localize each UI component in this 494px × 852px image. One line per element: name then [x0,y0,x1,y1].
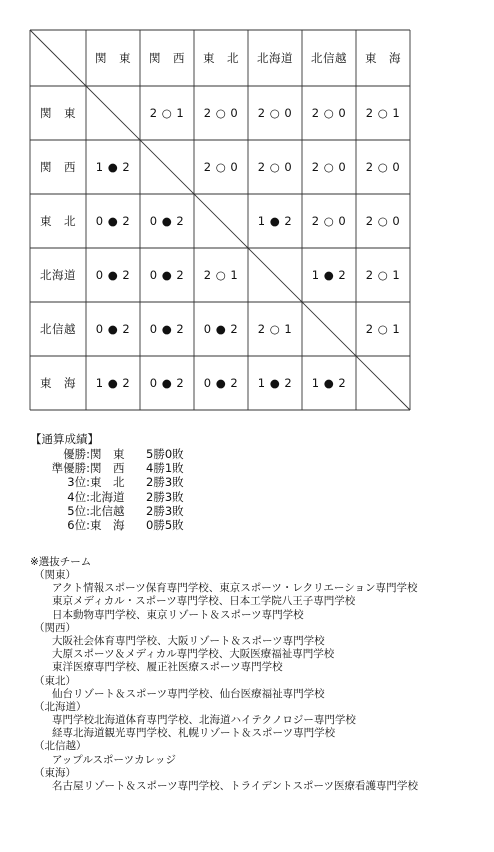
standings-rank: 6位: [67,517,90,532]
score-cell: 1 ● 2 [95,160,131,174]
score-cell: 2 ○ 0 [311,214,347,228]
region-label: （関東） [34,569,76,581]
school-line: 大原スポーツ＆メディカル専門学校、大阪医療福祉専門学校 [52,648,335,661]
standings-record: 5勝0敗 [146,447,184,461]
standings-rank: 3位: [67,475,90,490]
score-cell: 2 ○ 1 [203,268,239,282]
column-header: 東 海 [365,51,401,65]
score-cell: 0 ● 2 [203,376,239,390]
school-line: アクト情報スポーツ保育専門学校、東京スポーツ・レクリエーション専門学校 [52,582,418,595]
column-header: 東 北 [203,51,239,65]
standings-team: 関 西 [90,461,125,476]
standings-record: 4勝1敗 [146,461,184,476]
score-cell: 0 ● 2 [95,214,131,228]
standings-team: 北海道 [90,489,125,504]
school-line: 大阪社会体育専門学校、大阪リゾート＆スポーツ専門学校 [52,634,325,647]
selection-heading: ※選抜チーム [30,556,92,568]
school-line: 仙台リゾート＆スポーツ専門学校、仙台医療福祉専門学校 [52,687,325,700]
column-header: 関 西 [149,51,185,65]
score-cell: 0 ● 2 [149,268,185,282]
standings-list [30,447,206,532]
standings-row [30,461,206,475]
row-header: 関 西 [40,160,76,174]
column-header: 北信越 [311,51,347,65]
standings-record: 0勝5敗 [146,517,184,532]
score-cell: 2 ○ 1 [257,322,293,336]
standings-team: 東 海 [90,517,125,532]
standings-rank: 4位: [67,489,90,504]
row-header: 東 北 [40,214,76,228]
standings-row [30,490,206,504]
score-cell: 2 ○ 1 [365,268,401,282]
score-cell: 0 ● 2 [95,322,131,336]
region-label: （東海） [34,766,76,779]
school-line: 日本動物専門学校、東京リゾート＆スポーツ専門学校 [52,608,304,621]
region-label: （北海道） [34,700,87,713]
score-cell: 1 ● 2 [311,376,347,390]
score-cell: 0 ● 2 [95,268,131,282]
standings-row [30,447,206,461]
score-cell: 1 ● 2 [257,214,293,228]
score-cell: 1 ● 2 [257,376,293,390]
score-cell: 0 ● 2 [149,214,185,228]
school-line: 東京メディカル・スポーツ専門学校、日本工学院八王子専門学校 [52,595,356,608]
region-label: （北信越） [34,740,87,753]
standings-row [30,475,206,489]
score-cell: 2 ○ 0 [203,106,239,120]
score-cell: 1 ● 2 [95,376,131,390]
standings-rank: 優勝: [63,447,90,461]
standings-record: 2勝3敗 [146,503,184,518]
row-header: 東 海 [40,376,76,390]
column-header: 北海道 [257,51,293,65]
region-label: （東北） [34,674,76,687]
score-cell: 0 ● 2 [203,322,239,336]
standings-heading: 【通算成績】 [30,432,99,446]
school-line: 経専北海道観光専門学校、札幌リゾート＆スポーツ専門学校 [52,727,336,740]
standings-record: 2勝3敗 [146,489,184,504]
standings-team: 東 北 [90,475,125,490]
score-cell: 2 ○ 0 [311,160,347,174]
score-cell: 2 ○ 1 [149,106,185,120]
score-cell: 1 ● 2 [311,268,347,282]
selection-list [34,569,418,793]
score-cell: 2 ○ 0 [311,106,347,120]
standings-team: 北信越 [90,503,125,518]
standings-row [30,518,206,532]
score-cell: 0 ● 2 [149,376,185,390]
region-label: （関西） [34,621,76,634]
column-header: 関 東 [95,51,131,65]
row-header: 北信越 [40,322,76,336]
standings-row [30,504,206,518]
score-cell: 2 ○ 0 [365,214,401,228]
score-cell: 2 ○ 0 [365,160,401,174]
standings-team: 関 東 [90,447,125,461]
score-cell: 2 ○ 1 [365,106,401,120]
school-line: 東洋医療専門学校、履正社医療スポーツ専門学校 [52,661,283,674]
row-header: 北海道 [40,268,76,282]
row-header: 関 東 [40,106,76,120]
standings-record: 2勝3敗 [146,475,184,490]
score-cell: 2 ○ 1 [365,322,401,336]
score-cell: 2 ○ 0 [203,160,239,174]
standings-rank: 5位: [67,503,90,518]
school-line: 名古屋リゾート＆スポーツ専門学校、トライデントスポーツ医療看護専門学校 [52,780,419,792]
school-line: アップルスポーツカレッジ [52,753,177,766]
score-cell: 0 ● 2 [149,322,185,336]
score-cell: 2 ○ 0 [257,160,293,174]
score-cell: 2 ○ 0 [257,106,293,120]
standings-rank: 準優勝: [51,461,90,476]
school-line: 専門学校北海道体育専門学校、北海道ハイテクノロジー専門学校 [52,714,356,727]
